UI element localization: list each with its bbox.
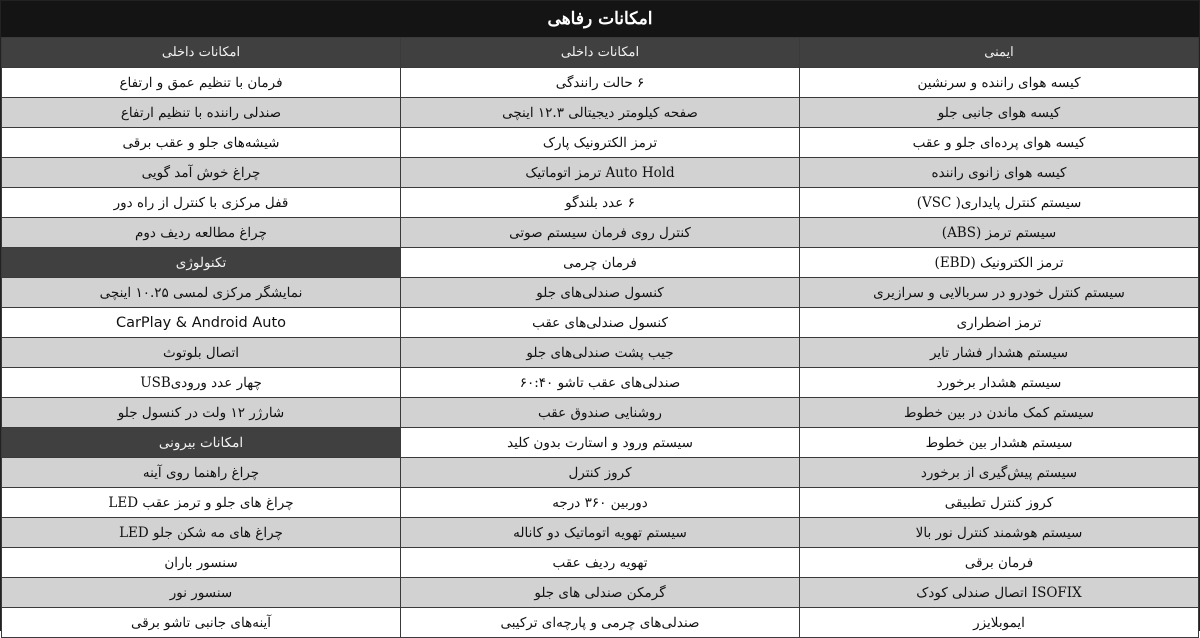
left-cell: شارژر ۱۲ ولت در کنسول جلو (2, 398, 401, 428)
table-row (2, 308, 1199, 338)
table-row (2, 488, 1199, 518)
right-cell: سیستم هشدار برخورد (800, 368, 1199, 398)
right-cell: سیستم پیش‌گیری از برخورد (800, 458, 1199, 488)
right-cell: ترمز اضطراری (800, 308, 1199, 338)
middle-cell: تهویه ردیف عقب (401, 548, 800, 578)
middle-cell: Auto Hold ترمز اتوماتیک (401, 158, 800, 188)
middle-cell: فرمان چرمی (401, 248, 800, 278)
left-cell: چراغ راهنما روی آینه (2, 458, 401, 488)
features-table (1, 37, 1199, 638)
section-header-technology: تکنولوژی (2, 248, 401, 278)
middle-cell: روشنایی صندوق عقب (401, 398, 800, 428)
middle-cell: کنسول صندلی‌های عقب (401, 308, 800, 338)
table-row (2, 368, 1199, 398)
header-right: ایمنی (800, 38, 1199, 68)
middle-cell: دوربین ۳۶۰ درجه (401, 488, 800, 518)
table-row (2, 428, 1199, 458)
table-row (2, 98, 1199, 128)
left-cell: اتصال بلوتوث (2, 338, 401, 368)
table-row (2, 458, 1199, 488)
middle-cell: گرمکن صندلی های جلو (401, 578, 800, 608)
right-cell: ISOFIX اتصال صندلی کودک (800, 578, 1199, 608)
right-cell: فرمان برقی (800, 548, 1199, 578)
left-cell: سنسور باران (2, 548, 401, 578)
right-cell: ایموبلایزر (800, 608, 1199, 638)
table-row (2, 158, 1199, 188)
table-row (2, 608, 1199, 638)
middle-cell: سیستم ورود و استارت بدون کلید (401, 428, 800, 458)
table-row (2, 248, 1199, 278)
left-cell: فرمان با تنظیم عمق و ارتفاع (2, 68, 401, 98)
table-row (2, 188, 1199, 218)
left-cell: چراغ های جلو و ترمز عقب LED (2, 488, 401, 518)
right-cell: سیستم هشدار بین خطوط (800, 428, 1199, 458)
middle-cell: ترمز الکترونیک پارک (401, 128, 800, 158)
table-row (2, 578, 1199, 608)
right-cell: کیسه هوای زانوی راننده (800, 158, 1199, 188)
middle-cell: ۶ حالت رانندگی (401, 68, 800, 98)
middle-cell: کنترل روی فرمان سیستم صوتی (401, 218, 800, 248)
table-title: امکانات رفاهی (1, 1, 1199, 37)
header-left: امکانات داخلی (2, 38, 401, 68)
left-cell: آینه‌های جانبی تاشو برقی (2, 608, 401, 638)
table-row (2, 68, 1199, 98)
middle-cell: کنسول صندلی‌های جلو (401, 278, 800, 308)
left-cell: چراغ خوش آمد گویی (2, 158, 401, 188)
table-row (2, 128, 1199, 158)
header-middle: امکانات داخلی (401, 38, 800, 68)
section-header-exterior: امکانات بیرونی (2, 428, 401, 458)
table-row (2, 218, 1199, 248)
right-cell: سیستم کمک ماندن در بین خطوط (800, 398, 1199, 428)
middle-cell: صفحه کیلومتر دیجیتالی ۱۲.۳ اینچی (401, 98, 800, 128)
table-row (2, 518, 1199, 548)
left-cell: قفل مرکزی با کنترل از راه دور (2, 188, 401, 218)
middle-cell: سیستم تهویه اتوماتیک دو کاناله (401, 518, 800, 548)
left-cell: CarPlay & Android Auto (2, 308, 401, 338)
table-row (2, 338, 1199, 368)
table-row (2, 548, 1199, 578)
right-cell: کروز کنترل تطبیقی (800, 488, 1199, 518)
left-cell: چهار عدد ورودیUSB (2, 368, 401, 398)
table-row (2, 398, 1199, 428)
right-cell: ترمز الکترونیک (EBD) (800, 248, 1199, 278)
table-header-row (2, 38, 1199, 68)
middle-cell: صندلی‌های چرمی و پارچه‌ای ترکیبی (401, 608, 800, 638)
right-cell: سیستم ترمز (ABS) (800, 218, 1199, 248)
right-cell: کیسه هوای راننده و سرنشین (800, 68, 1199, 98)
middle-cell: صندلی‌های عقب تاشو ۶۰:۴۰ (401, 368, 800, 398)
left-cell: شیشه‌های جلو و عقب برقی (2, 128, 401, 158)
left-cell: چراغ های مه شکن جلو LED (2, 518, 401, 548)
right-cell: سیستم هشدار فشار تایر (800, 338, 1199, 368)
left-cell: نمایشگر مرکزی لمسی ۱۰.۲۵ اینچی (2, 278, 401, 308)
right-cell: سیستم کنترل خودرو در سربالایی و سرازیری (800, 278, 1199, 308)
right-cell: سیستم هوشمند کنترل نور بالا (800, 518, 1199, 548)
middle-cell: کروز کنترل (401, 458, 800, 488)
left-cell: چراغ مطالعه ردیف دوم (2, 218, 401, 248)
table-row (2, 278, 1199, 308)
right-cell: کیسه هوای جانبی جلو (800, 98, 1199, 128)
right-cell: کیسه هوای پرده‌ای جلو و عقب (800, 128, 1199, 158)
left-cell: سنسور نور (2, 578, 401, 608)
right-cell: سیستم کنترل پایداری( VSC) (800, 188, 1199, 218)
middle-cell: جیب پشت صندلی‌های جلو (401, 338, 800, 368)
middle-cell: ۶ عدد بلندگو (401, 188, 800, 218)
left-cell: صندلی راننده با تنظیم ارتفاع (2, 98, 401, 128)
